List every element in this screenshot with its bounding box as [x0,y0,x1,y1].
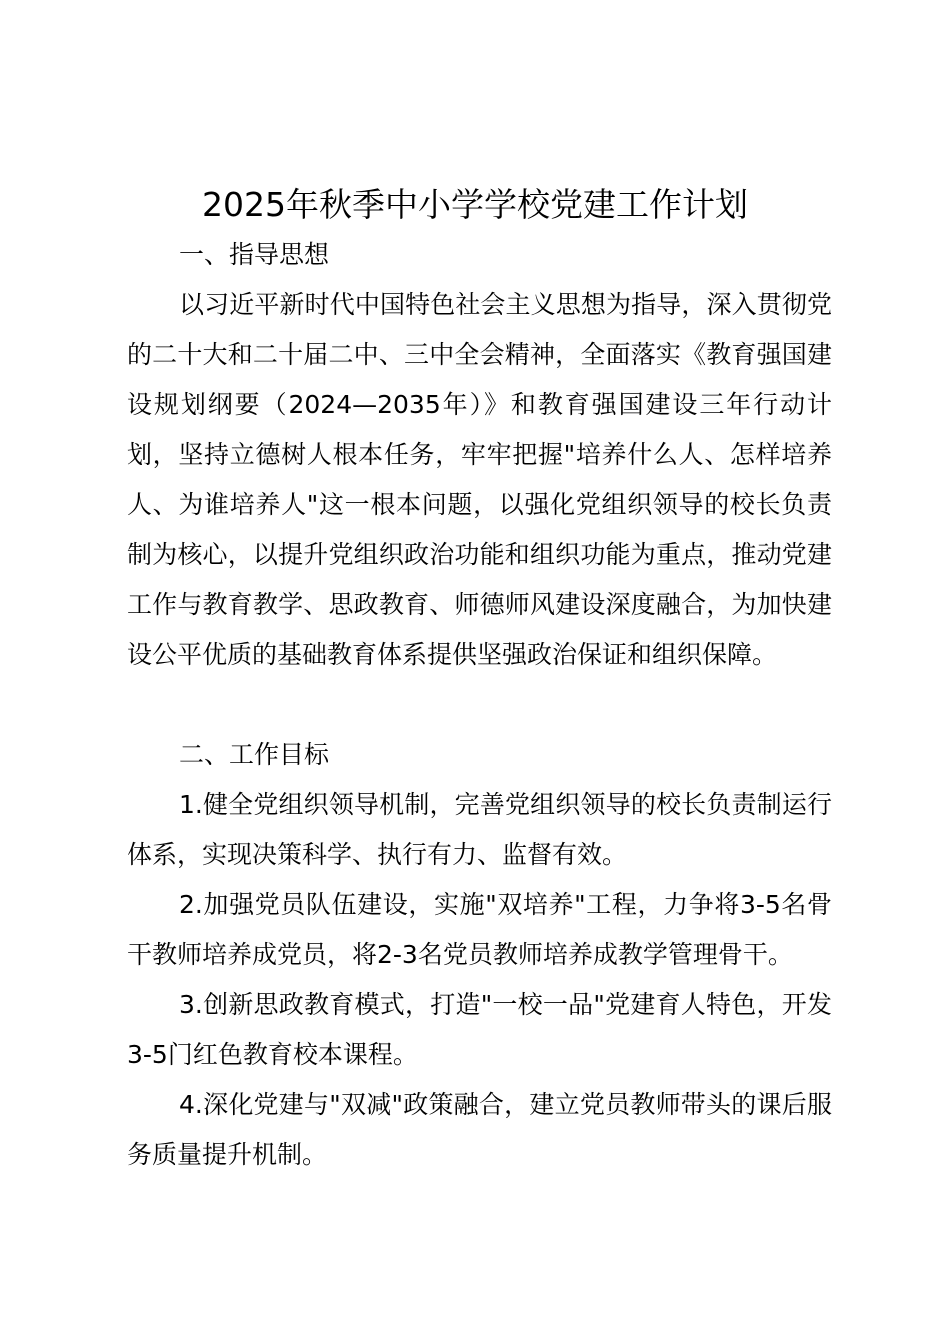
goal-item: 4.深化党建与"双减"政策融合，建立党员教师带头的课后服务质量提升机制。 [127,1090,832,1169]
section-heading-guiding-ideology [127,230,832,280]
paragraph-text: 以习近平新时代中国特色社会主义思想为指导，深入贯彻党的二十大和二十届二中、三中全会精神，全面落实《教育强国建设规划纲要（2024—2035年）》和教育强国建设三年行动计划，坚持立德树人根本任务，牢牢把握"培养什么人、怎样培养人、为谁培养人"这一根本问题，以强化党组织领导的校长负责制为核心，以提升党组织政治功能和组织功能为重点，推动党建工作与教育教学、思政教育、师德师风建设深度融合，为加快建设公平优质的基础教育体系提供坚强政治保证和组织保障。 [127,290,832,669]
section-heading-work-goals [127,730,832,780]
document-title: 2025年秋季中小学学校党建工作计划 [202,185,748,224]
section-heading-text: 一、指导思想 [179,240,330,269]
work-goals-list [127,780,832,1180]
goal-item: 1.健全党组织领导机制，完善党组织领导的校长负责制运行体系，实现决策科学、执行有力、监督有效。 [127,790,832,869]
section-heading-text: 二、工作目标 [179,740,330,769]
goal-item: 2.加强党员队伍建设，实施"双培养"工程，力争将3-5名骨干教师培养成党员，将2-3名党员教师培养成教学管理骨干。 [127,890,832,969]
goal-item: 3.创新思政教育模式，打造"一校一品"党建育人特色，开发3-5门红色教育校本课程。 [127,990,832,1069]
guiding-ideology-paragraph [127,280,832,680]
